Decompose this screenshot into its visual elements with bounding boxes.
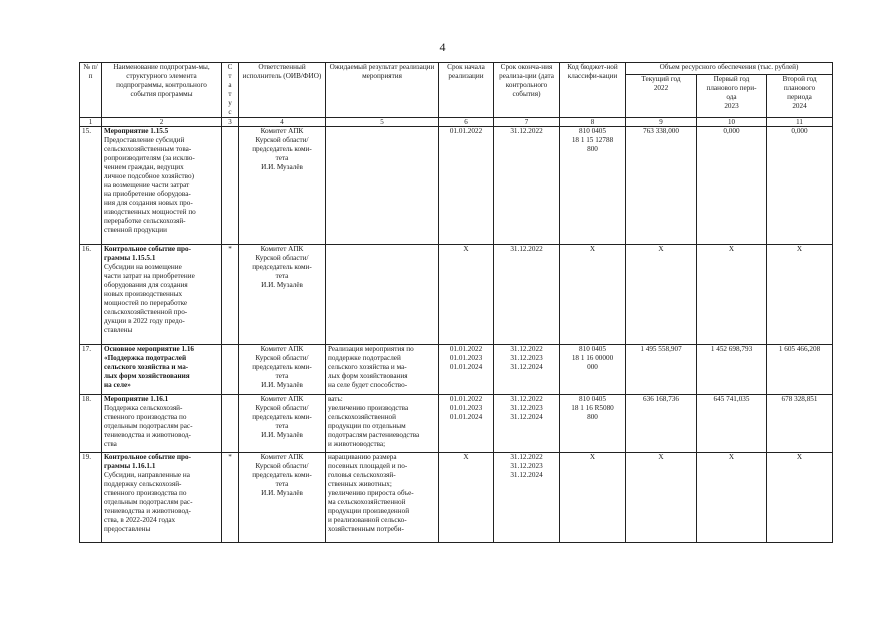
header-year-2022 (626, 74, 697, 117)
column-index: 3 (222, 118, 239, 127)
cell-line: планового (783, 83, 816, 92)
row-value-2024: 678 328,851 (767, 395, 833, 453)
row-end (494, 395, 560, 453)
header-num: № п/п (80, 63, 102, 118)
cell-line: переработке сельскохозяй- (104, 217, 186, 225)
cell-line: 01.01.2023 (449, 404, 483, 412)
table-row (80, 245, 833, 345)
cell-line: Контрольное событие про- (104, 245, 192, 253)
cell-line: Второй год (782, 74, 817, 83)
row-end (494, 245, 560, 345)
cell-line: на селе будет способство- (328, 381, 408, 389)
cell-line: вать: (328, 395, 343, 403)
row-name-bold: Мероприятие 1.15.5 (104, 127, 169, 135)
row-value-2023: 1 452 698,793 (697, 345, 767, 395)
cell-line: 18 1 15 12788 (571, 136, 614, 144)
cell-line: тета (275, 480, 289, 488)
cell-line: ма сельскохозяйственной (328, 498, 406, 506)
cell-line: председатель коми- (252, 413, 312, 421)
cell-line: наращиванию размера (328, 453, 397, 461)
cell-line: Субсидии на возмещение (104, 263, 182, 271)
cell-line: 810 0405 (579, 127, 606, 135)
cell-line: поддержке подотраслей (328, 354, 401, 362)
row-name-bold: Мероприятие 1.16.1 (104, 395, 169, 403)
cell-line: Комитет АПК (260, 395, 304, 403)
row-value-2023: Х (697, 453, 767, 543)
row-value-2023: Х (697, 245, 767, 345)
cell-line: т (228, 72, 232, 80)
cell-line: сельского хозяйства и ма- (328, 363, 407, 371)
row-value-2022: 763 338,000 (626, 127, 697, 245)
cell-line: председатель коми- (252, 145, 312, 153)
column-index: 5 (326, 118, 439, 127)
cell-line: Реализация мероприятия по (328, 345, 414, 353)
row-budget-code (560, 245, 626, 345)
cell-line: ственных животных; (328, 480, 392, 488)
cell-line: изводственных мощностей по (104, 208, 196, 216)
row-value-2024: 1 605 466,208 (767, 345, 833, 395)
header-start: Срок начала реализации (439, 63, 494, 118)
row-start (439, 127, 494, 245)
cell-line: председатель коми- (252, 471, 312, 479)
cell-line: Текущий год (641, 74, 681, 83)
cell-line: поддержку сельскохозяй- (104, 480, 182, 488)
cell-line: И.И. Музалёв (261, 431, 303, 439)
cell-line: ода (726, 92, 737, 101)
cell-line: части затрат на приобретение (104, 272, 195, 280)
table-row (80, 345, 833, 395)
cell-line: председатель коми- (252, 263, 312, 271)
column-index-row (80, 118, 833, 127)
row-start (439, 345, 494, 395)
cell-line: Курской области/ (255, 254, 309, 262)
row-name (102, 345, 222, 395)
row-result (326, 245, 439, 345)
row-start (439, 395, 494, 453)
cell-line: посевных площадей и по- (328, 462, 408, 470)
cell-line: Х (463, 453, 469, 461)
cell-line: Комитет АПК (260, 245, 304, 253)
header-name: Наименование подпрограм-мы, структурного элемента подпрограммы, контрольного события программы (102, 63, 222, 118)
header-row-1 (80, 63, 833, 75)
cell-line: с (228, 108, 232, 116)
table-row (80, 127, 833, 245)
cell-line: 01.01.2024 (449, 413, 483, 421)
header-executor: Ответственный исполнитель (ОИВ/ФИО) (239, 63, 326, 118)
row-budget-code (560, 127, 626, 245)
column-index: 6 (439, 118, 494, 127)
cell-line: сельскохозяйственной про- (104, 308, 188, 316)
cell-line: тета (275, 372, 289, 380)
header-budget-code: Код бюджет-ной классифи-кации (560, 63, 626, 118)
cell-line: Х (589, 245, 596, 253)
cell-line: сельского хозяйства и ма- (104, 363, 189, 371)
cell-line: Комитет АПК (260, 127, 304, 135)
row-status: * (222, 453, 239, 543)
row-end (494, 345, 560, 395)
column-index: 1 (80, 118, 102, 127)
cell-line: Контрольное событие про- (104, 453, 192, 461)
row-executor (239, 345, 326, 395)
cell-line: 31.12.2023 (510, 462, 543, 470)
page-number: 4 (439, 40, 446, 54)
cell-line: председатель коми- (252, 363, 312, 371)
header-status (222, 63, 239, 118)
cell-line: 31.12.2022 (510, 127, 543, 135)
cell-line: сельскохозяйственной (328, 413, 396, 421)
row-name (102, 395, 222, 453)
cell-line: новых производственных (104, 290, 183, 298)
column-index: 7 (494, 118, 560, 127)
cell-line: Курской области/ (255, 136, 309, 144)
cell-line: продукции по отдельным (328, 422, 406, 430)
cell-line: ства (104, 440, 117, 448)
cell-line: 800 (587, 145, 598, 153)
column-index: 10 (697, 118, 767, 127)
cell-line: Субсидии, направленные на (104, 471, 190, 479)
cell-line: граммы 1.16.1.1 (104, 462, 156, 470)
cell-line: тета (275, 154, 289, 162)
cell-line: на приобретение оборудова- (104, 190, 191, 198)
row-name (102, 245, 222, 345)
cell-line: сельскохозяйственным това- (104, 145, 192, 153)
cell-line: хозяйственным потреби- (328, 525, 404, 533)
cell-line: личное подсобное хозяйство) (104, 172, 194, 180)
cell-line: Комитет АПК (260, 345, 304, 353)
cell-line: 800 (587, 413, 598, 421)
cell-line: 01.01.2022 (449, 395, 483, 403)
column-index: 11 (767, 118, 833, 127)
row-value-2022: Х (626, 245, 697, 345)
cell-line: у (228, 99, 232, 107)
row-executor (239, 453, 326, 543)
cell-line: Х (589, 453, 596, 461)
header-result: Ожидаемый результат реализации мероприятия (326, 63, 439, 118)
cell-line: периода (787, 92, 812, 101)
row-result (326, 345, 439, 395)
resource-table (79, 62, 833, 543)
row-number: 18. (80, 395, 102, 453)
header-resources-group: Объем ресурсного обеспечения (тыс. рублей) (626, 63, 833, 75)
cell-line: «Поддержка подотраслей (104, 354, 187, 362)
cell-line: граммы 1.15.5.1 (104, 254, 156, 262)
cell-line: 31.12.2022 (510, 245, 543, 253)
row-budget-code (560, 345, 626, 395)
cell-line: планового пери- (706, 83, 757, 92)
cell-line: на селе» (104, 381, 131, 389)
cell-line: С (227, 63, 233, 71)
cell-line: ственного производства по (104, 489, 187, 497)
row-budget-code (560, 453, 626, 543)
cell-line: Курской области/ (255, 462, 309, 470)
row-result (326, 395, 439, 453)
row-end (494, 453, 560, 543)
row-executor (239, 245, 326, 345)
cell-line: Предоставление субсидий (104, 136, 185, 144)
cell-line: предоставлены (104, 525, 151, 533)
cell-line: мощностей по переработке (104, 299, 188, 307)
row-name (102, 127, 222, 245)
cell-line: ства, в 2022-2024 годах (104, 516, 176, 524)
cell-line: Основное мероприятие 1.16 (104, 345, 195, 353)
row-status (222, 395, 239, 453)
row-value-2024: Х (767, 245, 833, 345)
table-row (80, 395, 833, 453)
cell-line: 31.12.2023 (510, 404, 543, 412)
cell-line: Курской области/ (255, 404, 309, 412)
cell-line: 01.01.2022 (449, 345, 483, 353)
cell-line: 2024 (792, 101, 807, 110)
row-status (222, 345, 239, 395)
cell-line: ния для создания новых про- (104, 199, 193, 207)
row-number: 15. (80, 127, 102, 245)
cell-line: 810 0405 (579, 345, 606, 353)
cell-line: головья сельскохозяй- (328, 471, 396, 479)
cell-line: 2023 (724, 101, 739, 110)
cell-line: Курской области/ (255, 354, 309, 362)
row-budget-code (560, 395, 626, 453)
table-row (80, 453, 833, 543)
cell-line: 31.12.2024 (510, 471, 543, 479)
cell-line: и реализованной сельско- (328, 516, 407, 524)
cell-line: 31.12.2022 (510, 395, 543, 403)
cell-line: тета (275, 272, 289, 280)
cell-line: 31.12.2023 (510, 354, 543, 362)
cell-line: 31.12.2022 (510, 453, 543, 461)
cell-line: оборудования для создания (104, 281, 188, 289)
row-number: 19. (80, 453, 102, 543)
header-year-2023 (697, 74, 767, 117)
cell-line: И.И. Музалёв (261, 381, 303, 389)
cell-line: 810 0405 (579, 395, 606, 403)
row-name (102, 453, 222, 543)
cell-line: Х (463, 245, 469, 253)
column-index: 9 (626, 118, 697, 127)
row-start (439, 453, 494, 543)
cell-line: продукции произведенной (328, 507, 410, 515)
cell-line: Комитет АПК (260, 453, 304, 461)
row-executor (239, 395, 326, 453)
cell-line: ственной продукции (104, 226, 167, 234)
cell-line: 01.01.2024 (449, 363, 483, 371)
column-index: 4 (239, 118, 326, 127)
cell-line: а (228, 81, 232, 89)
row-status: * (222, 245, 239, 345)
column-index: 8 (560, 118, 626, 127)
cell-line: отдельным подотраслям рас- (104, 422, 193, 430)
cell-line: 2022 (653, 83, 669, 92)
row-result (326, 453, 439, 543)
row-value-2022: Х (626, 453, 697, 543)
cell-line: И.И. Музалёв (261, 489, 303, 497)
cell-line: подотраслям растениеводства (328, 431, 420, 439)
header-year-2024 (767, 74, 833, 117)
row-end (494, 127, 560, 245)
cell-line: 31.12.2024 (510, 363, 543, 371)
row-start (439, 245, 494, 345)
row-value-2024: Х (767, 453, 833, 543)
cell-line: дукции в 2022 году предо- (104, 317, 185, 325)
cell-line: тета (275, 422, 289, 430)
cell-line: 18 1 16 00000 (571, 354, 614, 362)
row-value-2024: 0,000 (767, 127, 833, 245)
row-result (326, 127, 439, 245)
row-value-2022: 636 168,736 (626, 395, 697, 453)
header-end: Срок оконча-ния реализа-ции (дата контрольного события) (494, 63, 560, 118)
cell-line: 31.12.2024 (510, 413, 543, 421)
cell-line: 01.01.2022 (449, 127, 483, 135)
cell-line: т (228, 90, 232, 98)
cell-line: ственного производства по (104, 413, 187, 421)
cell-line: Первый год (713, 74, 750, 83)
row-number: 17. (80, 345, 102, 395)
cell-line: 01.01.2023 (449, 354, 483, 362)
cell-line: увеличению прироста объе- (328, 489, 414, 497)
row-value-2023: 645 741,035 (697, 395, 767, 453)
row-value-2022: 1 495 558,907 (626, 345, 697, 395)
row-status (222, 127, 239, 245)
row-executor (239, 127, 326, 245)
cell-line: отдельным подотраслям рас- (104, 498, 193, 506)
cell-line: тениеводства и животновод- (104, 507, 191, 515)
cell-line: на возмещение части затрат (104, 181, 190, 189)
cell-line: чением граждан, ведущих (104, 163, 184, 171)
row-number: 16. (80, 245, 102, 345)
cell-line: ставлены (104, 326, 133, 334)
cell-line: тениеводства и животновод- (104, 431, 191, 439)
cell-line: 18 1 16 R5080 (571, 404, 614, 412)
cell-line: И.И. Музалёв (261, 163, 303, 171)
cell-line: 31.12.2022 (510, 345, 543, 353)
cell-line: Поддержка сельскохозяй- (104, 404, 183, 412)
column-index: 2 (102, 118, 222, 127)
cell-line: 000 (587, 363, 598, 371)
row-value-2023: 0,000 (697, 127, 767, 245)
cell-line: и животноводства; (328, 440, 386, 448)
cell-line: лых форм хозяйствования (328, 372, 408, 380)
cell-line: И.И. Музалёв (261, 281, 303, 289)
cell-line: увеличению производства (328, 404, 409, 412)
cell-line: ропроизводителям (за исклю- (104, 154, 195, 162)
cell-line: лых форм хозяйствования (104, 372, 190, 380)
